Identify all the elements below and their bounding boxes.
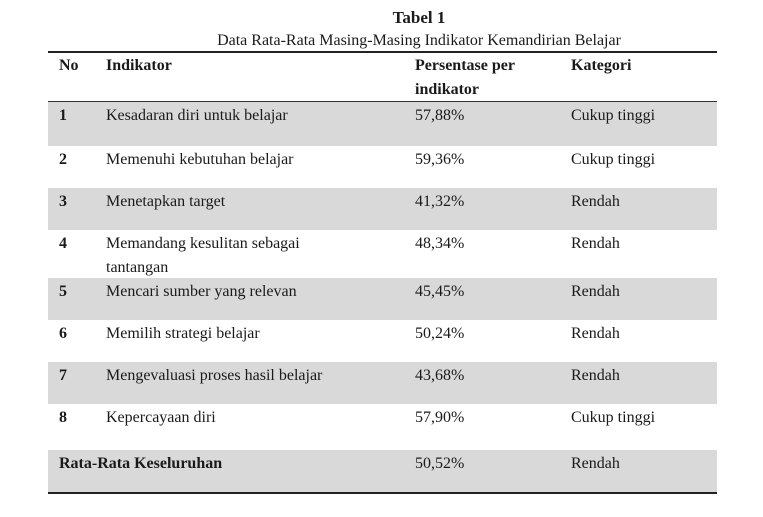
cell-persentase: 45,45% — [415, 283, 465, 300]
cell-persentase: 57,90% — [415, 409, 465, 426]
cell-kategori: Cukup tinggi — [571, 107, 656, 124]
cell-persentase: 48,34% — [415, 235, 465, 252]
table-row — [48, 404, 717, 450]
cell-kategori: Cukup tinggi — [571, 151, 656, 168]
cell-no: 8 — [59, 409, 67, 426]
cell-kategori: Rendah — [571, 193, 620, 210]
cell-kategori: Rendah — [571, 367, 620, 384]
cell-no: 1 — [59, 107, 67, 124]
cell-indikator: Memandang kesulitan sebagai tantangan — [106, 235, 300, 276]
cell-no: 3 — [59, 193, 67, 210]
cell-no: 2 — [59, 151, 67, 168]
cell-kategori: Rendah — [571, 235, 620, 252]
cell-kategori: Rendah — [571, 283, 620, 300]
table-row — [48, 320, 717, 362]
cell-persentase: 50,24% — [415, 325, 465, 342]
cell-persentase: 43,68% — [415, 367, 465, 384]
table-row — [48, 362, 717, 404]
table-row — [48, 102, 717, 146]
cell-no: 5 — [59, 283, 67, 300]
cell-indikator: Memilih strategi belajar — [106, 325, 260, 342]
cell-indikator: Menetapkan target — [106, 193, 226, 210]
table-total-row — [48, 450, 717, 492]
cell-indikator: Kepercayaan diri — [106, 409, 216, 426]
cell-kategori: Rendah — [571, 325, 620, 342]
table-header-row — [48, 53, 717, 101]
table-row — [48, 146, 717, 188]
cell-persentase: 59,36% — [415, 151, 465, 168]
total-kategori: Rendah — [571, 455, 620, 472]
cell-kategori: Cukup tinggi — [571, 409, 656, 426]
table-row — [48, 188, 717, 230]
table-bottom-rule — [48, 492, 717, 494]
cell-no: 4 — [59, 235, 67, 252]
table-title: Tabel 1 — [392, 8, 446, 27]
cell-persentase: 57,88% — [415, 107, 465, 124]
table-subtitle: Data Rata-Rata Masing-Masing Indikator Kemandirian Belajar — [217, 32, 621, 49]
cell-indikator: Mencari sumber yang relevan — [106, 283, 297, 300]
cell-persentase: 41,32% — [415, 193, 465, 210]
cell-no: 7 — [59, 367, 67, 384]
table-row — [48, 230, 717, 278]
cell-indikator: Mengevaluasi proses hasil belajar — [106, 367, 323, 384]
total-label: Rata-Rata Keseluruhan — [59, 455, 223, 472]
cell-indikator: Memenuhi kebutuhan belajar — [106, 151, 294, 168]
header-indikator: Indikator — [106, 57, 172, 74]
header-no: No — [59, 57, 79, 74]
header-persentase: Persentase per indikator — [415, 57, 515, 98]
total-persentase: 50,52% — [415, 455, 465, 472]
header-kategori: Kategori — [571, 57, 632, 74]
data-table — [48, 51, 717, 494]
cell-indikator: Kesadaran diri untuk belajar — [106, 107, 288, 124]
cell-no: 6 — [59, 325, 67, 342]
table-row — [48, 278, 717, 320]
